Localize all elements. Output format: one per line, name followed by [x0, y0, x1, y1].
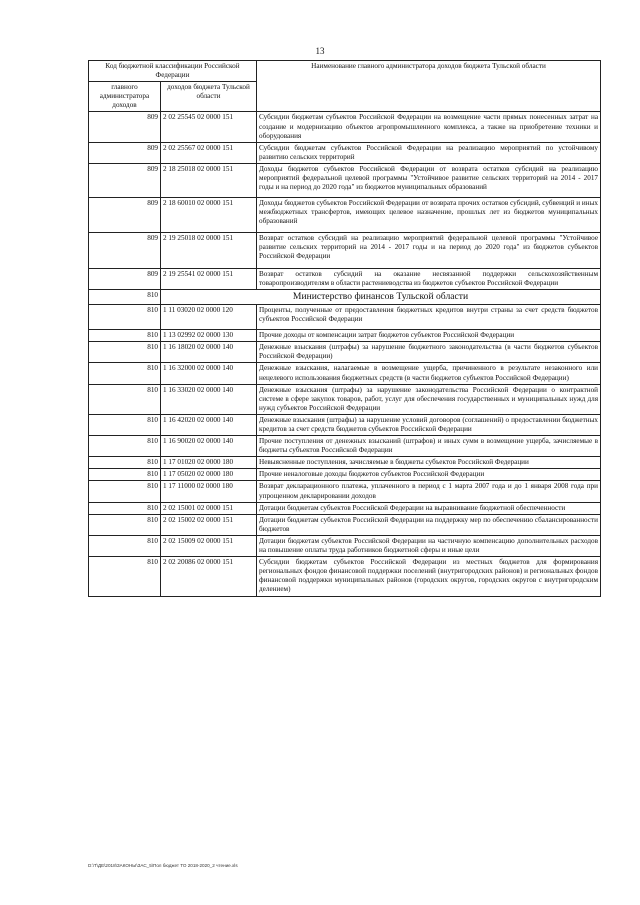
income-name-cell: Невыясненные поступления, зачисляемые в бюджеты субъектов Российской Федерации [257, 457, 601, 469]
income-name-cell: Денежные взыскания (штрафы) за нарушение законодательства Российской Федерации о контрактной системе в сфере закупок товаров, работ, услуг для обеспечения государственных и муниципальных нужд для нужд субъектов Российской Федерации [257, 384, 601, 414]
income-name-cell: Прочие доходы от компенсации затрат бюджетов субъектов Российской Федерации [257, 330, 601, 342]
income-name-cell: Денежные взыскания (штрафы) за нарушение условий договоров (соглашений) о предоставлении бюджетных кредитов за счет средств бюджетов субъектов Российской Федерации [257, 414, 601, 435]
budget-classification-table [88, 60, 601, 597]
ministry-title: Министерство финансов Тульской области [161, 289, 601, 304]
income-code-cell: 2 02 15001 02 0000 151 [161, 502, 257, 514]
income-name-cell: Дотации бюджетам субъектов Российской Федерации на поддержку мер по обеспечению сбалансированности бюджетов [257, 514, 601, 535]
admin-code-cell: 810 [89, 363, 161, 384]
income-name-cell: Проценты, полученные от предоставления бюджетных кредитов внутри страны за счет средств бюджетов субъектов Российской Федерации [257, 304, 601, 329]
income-name-cell: Возврат остатков субсидий на реализацию мероприятий федеральной целевой программы "Устойчивое развитие сельских территорий на 2014 - 2017 годы и на период до 2020 года" из бюджетов субъектов Российской Федерации [257, 232, 601, 268]
table-row [89, 304, 601, 329]
income-name-cell: Доходы бюджетов субъектов Российской Федерации от возврата прочих остатков субсидий, субвенций и иных межбюджетных трансфертов, имеющих целевое назначение, прошлых лет из бюджетов муниципальных образований [257, 198, 601, 232]
admin-code-cell: 810 [89, 414, 161, 435]
income-code-cell: 2 19 25018 02 0000 151 [161, 232, 257, 268]
table-row [89, 414, 601, 435]
income-code-cell: 2 18 60010 02 0000 151 [161, 198, 257, 232]
page-number: 13 [315, 46, 325, 56]
table-row [89, 142, 601, 163]
income-code-cell: 1 17 01020 02 0000 180 [161, 457, 257, 469]
income-name-cell: Доходы бюджетов субъектов Российской Федерации от возврата остатков субсидий на реализацию мероприятий федеральной целевой программы "Устойчивое развитие сельских территорий на 2014 - 2017 годы и на период до 2020 года" из бюджетов муниципальных образований [257, 163, 601, 197]
admin-code-cell: 809 [89, 163, 161, 197]
admin-code-cell: 809 [89, 142, 161, 163]
income-name-cell: Субсидии бюджетам субъектов Российской Федерации из местных бюджетов для формирования региональных фондов финансовой поддержки поселений (внутригородских районов) и региональных фондов финансовой поддержки муниципальных районов (городских округов, городских округов с внутригородским делением) [257, 557, 601, 596]
table-row [89, 502, 601, 514]
income-code-cell: 1 16 42020 02 0000 140 [161, 414, 257, 435]
header-name: Наименование главного администратора доходов бюджета Тульской области [257, 61, 601, 112]
header-income-code: доходов бюджета Тульской области [161, 82, 257, 112]
header-code-classification: Код бюджетной классификации Российской Федерации [89, 61, 257, 82]
table-row [89, 481, 601, 502]
table-row [89, 436, 601, 457]
header-admin-code: главного администратора доходов [89, 82, 161, 112]
table-body [89, 112, 601, 596]
table-row [89, 163, 601, 197]
income-code-cell: 1 16 32000 02 0000 140 [161, 363, 257, 384]
income-name-cell: Дотации бюджетам субъектов Российской Федерации на выравнивание бюджетной обеспеченности [257, 502, 601, 514]
admin-code-cell: 810 [89, 469, 161, 481]
table-row [89, 384, 601, 414]
income-code-cell: 1 11 03020 02 0000 120 [161, 304, 257, 329]
table-row [89, 232, 601, 268]
admin-code-cell: 809 [89, 268, 161, 289]
admin-code-cell: 810 [89, 342, 161, 363]
admin-code-cell: 810 [89, 457, 161, 469]
income-code-cell: 2 02 25545 02 0000 151 [161, 112, 257, 142]
income-code-cell: 2 02 15009 02 0000 151 [161, 535, 257, 556]
income-name-cell: Возврат декларационного платежа, уплаченного в период с 1 марта 2007 года и до 1 января 2008 года при упрощенном декларировании доходов [257, 481, 601, 502]
admin-code-cell: 809 [89, 198, 161, 232]
income-name-cell: Прочие поступления от денежных взысканий (штрафов) и иных сумм в возмещение ущерба, зачисляемые в бюджеты субъектов Российской Федерации [257, 436, 601, 457]
table-row [89, 535, 601, 556]
income-code-cell: 1 16 33020 02 0000 140 [161, 384, 257, 414]
income-name-cell: Возврат остатков субсидий на оказание несвязанной поддержки сельскохозяйственным товаропроизводителям в области растениеводства из бюджетов субъектов Российской Федерации [257, 268, 601, 289]
table-row [89, 198, 601, 232]
income-code-cell: 1 17 11000 02 0000 180 [161, 481, 257, 502]
table-row [89, 469, 601, 481]
file-path-footer: D:\Т\ДЕ\2018\ЗАКОНЫ\ЗАС_5\Пол бюджет ТО 2018-2020_2 чтение.xls [88, 863, 238, 868]
table-row [89, 457, 601, 469]
ministry-row [89, 289, 601, 304]
admin-code-cell: 810 [89, 502, 161, 514]
income-code-cell: 1 16 18020 02 0000 140 [161, 342, 257, 363]
income-name-cell: Денежные взыскания (штрафы) за нарушение бюджетного законодательства (в части бюджетов субъектов Российской Федерации) [257, 342, 601, 363]
admin-code-cell: 809 [89, 232, 161, 268]
admin-code-cell: 809 [89, 112, 161, 142]
income-name-cell: Прочие неналоговые доходы бюджетов субъектов Российской Федерации [257, 469, 601, 481]
admin-code-cell: 810 [89, 557, 161, 596]
income-code-cell: 1 16 90020 02 0000 140 [161, 436, 257, 457]
admin-code-cell: 810 [89, 330, 161, 342]
income-code-cell: 2 19 25541 02 0000 151 [161, 268, 257, 289]
admin-code-cell: 810 [89, 514, 161, 535]
admin-code-cell: 810 [89, 304, 161, 329]
income-name-cell: Дотации бюджетам субъектов Российской Федерации на частичную компенсацию дополнительных расходов на повышение оплаты труда работников бюджетной сферы и иные цели [257, 535, 601, 556]
admin-code-cell: 810 [89, 436, 161, 457]
income-code-cell: 2 02 20086 02 0000 151 [161, 557, 257, 596]
admin-code-cell: 810 [89, 535, 161, 556]
income-code-cell: 2 02 25567 02 0000 151 [161, 142, 257, 163]
table-row [89, 330, 601, 342]
table-row [89, 112, 601, 142]
table-row [89, 514, 601, 535]
admin-code-cell: 810 [89, 289, 161, 304]
income-code-cell: 1 13 02992 02 0000 130 [161, 330, 257, 342]
income-code-cell: 1 17 05020 02 0000 180 [161, 469, 257, 481]
income-name-cell: Субсидии бюджетам субъектов Российской Федерации на реализацию мероприятий по устойчивому развитию сельских территорий [257, 142, 601, 163]
income-name-cell: Денежные взыскания, налагаемые в возмещение ущерба, причиненного в результате незаконного или нецелевого использования бюджетных средств (в части бюджетов субъектов Российской Федерации) [257, 363, 601, 384]
income-name-cell: Субсидии бюджетам субъектов Российской Федерации на возмещение части прямых понесенных затрат на создание и модернизацию объектов агропромышленного комплекса, а также на приобретение техники и оборудования [257, 112, 601, 142]
table-row [89, 363, 601, 384]
table-row [89, 557, 601, 596]
admin-code-cell: 810 [89, 481, 161, 502]
table-row [89, 268, 601, 289]
income-code-cell: 2 02 15002 02 0000 151 [161, 514, 257, 535]
table-row [89, 342, 601, 363]
admin-code-cell: 810 [89, 384, 161, 414]
income-code-cell: 2 18 25018 02 0000 151 [161, 163, 257, 197]
